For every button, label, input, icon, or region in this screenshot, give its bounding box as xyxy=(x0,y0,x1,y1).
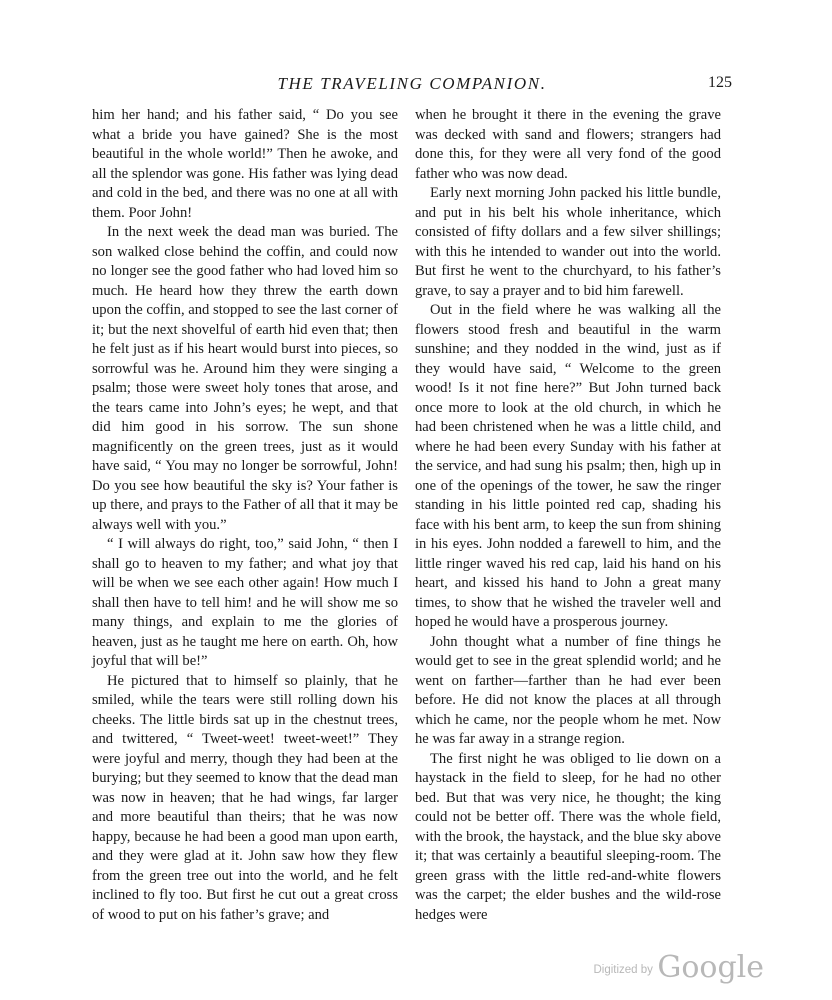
paragraph: Early next morning John packed his little bundle, and put in his belt his whole inheritance, which consisted of fifty dollars and a few silver shillings; with this he intended to wander out into the world. But first he went to the churchyard, to his father’s grave, to say a prayer and to bid him farewell. xyxy=(415,185,721,299)
left-column xyxy=(92,106,398,925)
paragraph: The first night he was obliged to lie down on a haystack in the field to sleep, for he had no other bed. But that was very nice, he thought; the king could not be better off. There was the whole field, with the brook, the haystack, and the blue sky above it; that was certainly a beautiful sleeping-room. The green grass with the little red-and-white flowers was the carpet; the elder bushes and the wild-rose hedges were xyxy=(415,750,721,923)
paragraph: Out in the field where he was walking all the flowers stood fresh and beautiful in the warm sunshine; and they nodded in the wind, just as if they would have said, “ Welcome to the green wood! Is it not fine here?” But John turned back once more to look at the old church, in which he had been christened when he was a little child, and where he had been every Sunday with his father at the service, and had sung his psalm; then, high up in one of the openings of the tower, he saw the ringer standing in his little pointed red cap, shading his face with his bent arm, to keep the sun from shining in his eyes. John nodded a farewell to him, and the little ringer waved his red cap, laid his hand on his heart, and kissed his hand to John a great many times, to show that he wished the traveler well and hoped he would have a prosperous journey. xyxy=(415,302,721,630)
paragraph: He pictured that to himself so plainly, that he smiled, while the tears were still rolling down his cheeks. The little birds sat up in the chestnut trees, and twittered, “ Tweet-weet! tweet-weet!” They were joyful and merry, though they had been at the burying; but they seemed to know that the dead man was now in heaven; that he had wings, far larger and more beautiful than theirs; that he was now happy, because he had been a good man upon earth, and they were glad at it. John saw how they flew from the green tree out into the world, and he felt inclined to fly too. But first he cut out a great cross of wood to put on his father’s grave; and xyxy=(92,672,398,923)
paragraph: John thought what a number of fine things he would get to see in the great splendid world; and he went on farther—farther than he had ever been before. He did not know the places at all through which he came, nor the people whom he met. Now he was far away in a strange region. xyxy=(415,633,721,747)
paragraph: In the next week the dead man was buried. The son walked close behind the coffin, and could now no longer see the good father who had loved him so much. He heard how they threw the earth down upon the coffin, and stopped to see the last corner of it; but the next shovelful of earth hid even that; then he felt just as if his heart would burst into pieces, so sorrowful was he. Around him they were singing a psalm; those were sweet holy tones that arose, and the tears came into John’s eyes; he wept, and that did him good in his sorrow. The sun shone magnificently on the green trees, just as it would have said, “ You may no longer be sorrowful, John! Do you see how beautiful the sky is? Your father is up there, and prays to the Father of all that it may be always well with you.” xyxy=(92,224,398,533)
paragraph: “ I will always do right, too,” said John, “ then I shall go to heaven to my father; and what joy that will be when we see each other again! How much I shall then have to tell him! and he will show me so many things, and explain to me the glories of heaven, just as he taught me here on earth. Oh, how joyful that will be!” xyxy=(92,536,398,669)
digitized-by-watermark xyxy=(593,950,764,985)
digitized-by-label: Digitized by xyxy=(593,964,653,976)
paragraph-continued: when he brought it there in the evening the grave was decked with sand and flowers; strangers had done this, for they were all very fond of the good father who was now dead. xyxy=(415,107,721,182)
paragraph-continued: him her hand; and his father said, “ Do you see what a bride you have gained? She is the most beautiful in the whole world!” Then he awoke, and all the splendor was gone. His father was lying dead and cold in the bed, and there was no one at all with them. Poor John! xyxy=(92,107,398,221)
running-title: THE TRAVELING COMPANION. xyxy=(277,74,547,93)
right-column xyxy=(415,106,721,925)
google-logo: Google xyxy=(657,950,764,985)
running-head xyxy=(92,74,732,98)
page-number: 125 xyxy=(708,74,732,91)
